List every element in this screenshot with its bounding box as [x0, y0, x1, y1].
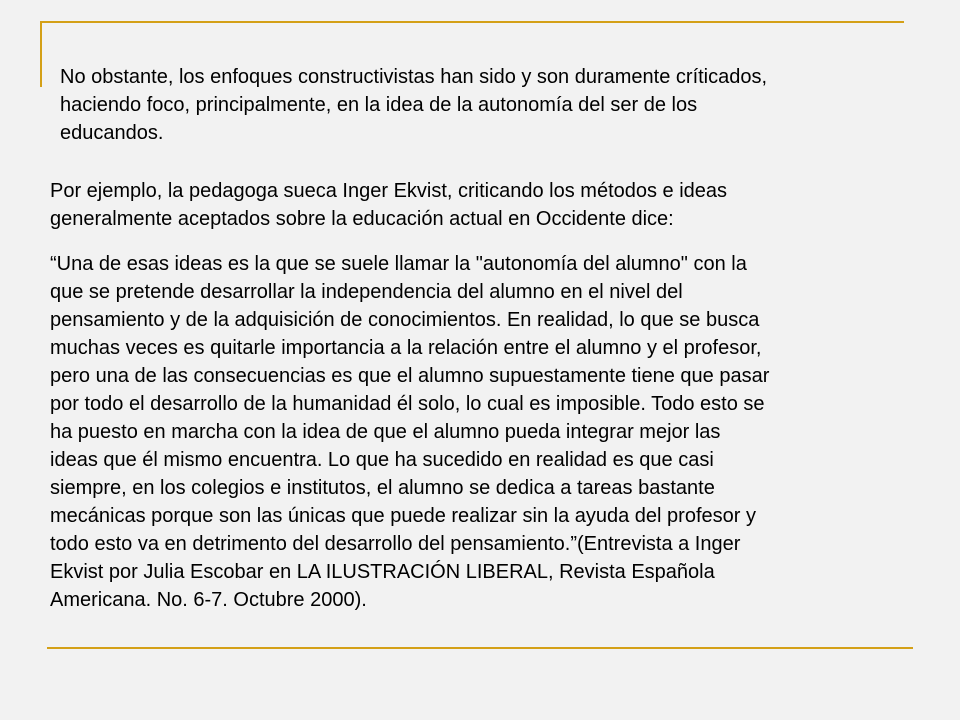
text-line: No obstante, los enfoques constructivistas han sido y son duramente críticados,: [60, 66, 768, 88]
text-line: ha puesto en marcha con la idea de que el alumno pueda integrar mejor las: [50, 421, 721, 443]
text-line: ideas que él mismo encuentra. Lo que ha sucedido en realidad es que casi: [50, 449, 714, 471]
text-line: educandos.: [60, 122, 164, 144]
text-line: “Una de esas ideas es la que se suele llamar la "autonomía del alumno" con la: [50, 253, 747, 275]
bottom-accent-rule: [47, 647, 913, 649]
text-line: pero una de las consecuencias es que el alumno supuestamente tiene que pasar: [50, 365, 770, 387]
text-line: muchas veces es quitarle importancia a la relación entre el alumno y el profesor,: [50, 337, 762, 359]
text-line: todo esto va en detrimento del desarrollo del pensamiento.”(Entrevista a Inger: [50, 533, 741, 555]
text-line: Ekvist por Julia Escobar en LA ILUSTRACIÓN LIBERAL, Revista Española: [50, 561, 715, 583]
text-line: pensamiento y de la adquisición de conocimientos. En realidad, lo que se busca: [50, 309, 760, 331]
text-line: por todo el desarrollo de la humanidad él solo, lo cual es imposible. Todo esto se: [50, 393, 765, 415]
quote-paragraph: [50, 250, 769, 614]
intro-paragraph: [60, 63, 767, 147]
text-line: Por ejemplo, la pedagoga sueca Inger Ekvist, criticando los métodos e ideas: [50, 180, 728, 202]
text-line: mecánicas porque son las únicas que puede realizar sin la ayuda del profesor y: [50, 505, 756, 527]
top-accent-rule: [40, 21, 904, 23]
text-line: Americana. No. 6-7. Octubre 2000).: [50, 589, 367, 611]
text-line: generalmente aceptados sobre la educación actual en Occidente dice:: [50, 208, 674, 230]
left-accent-rule: [40, 21, 42, 87]
text-line: haciendo foco, principalmente, en la idea de la autonomía del ser de los: [60, 94, 698, 116]
example-paragraph: [50, 177, 727, 233]
text-line: que se pretende desarrollar la independencia del alumno en el nivel del: [50, 281, 683, 303]
text-line: siempre, en los colegios e institutos, el alumno se dedica a tareas bastante: [50, 477, 715, 499]
